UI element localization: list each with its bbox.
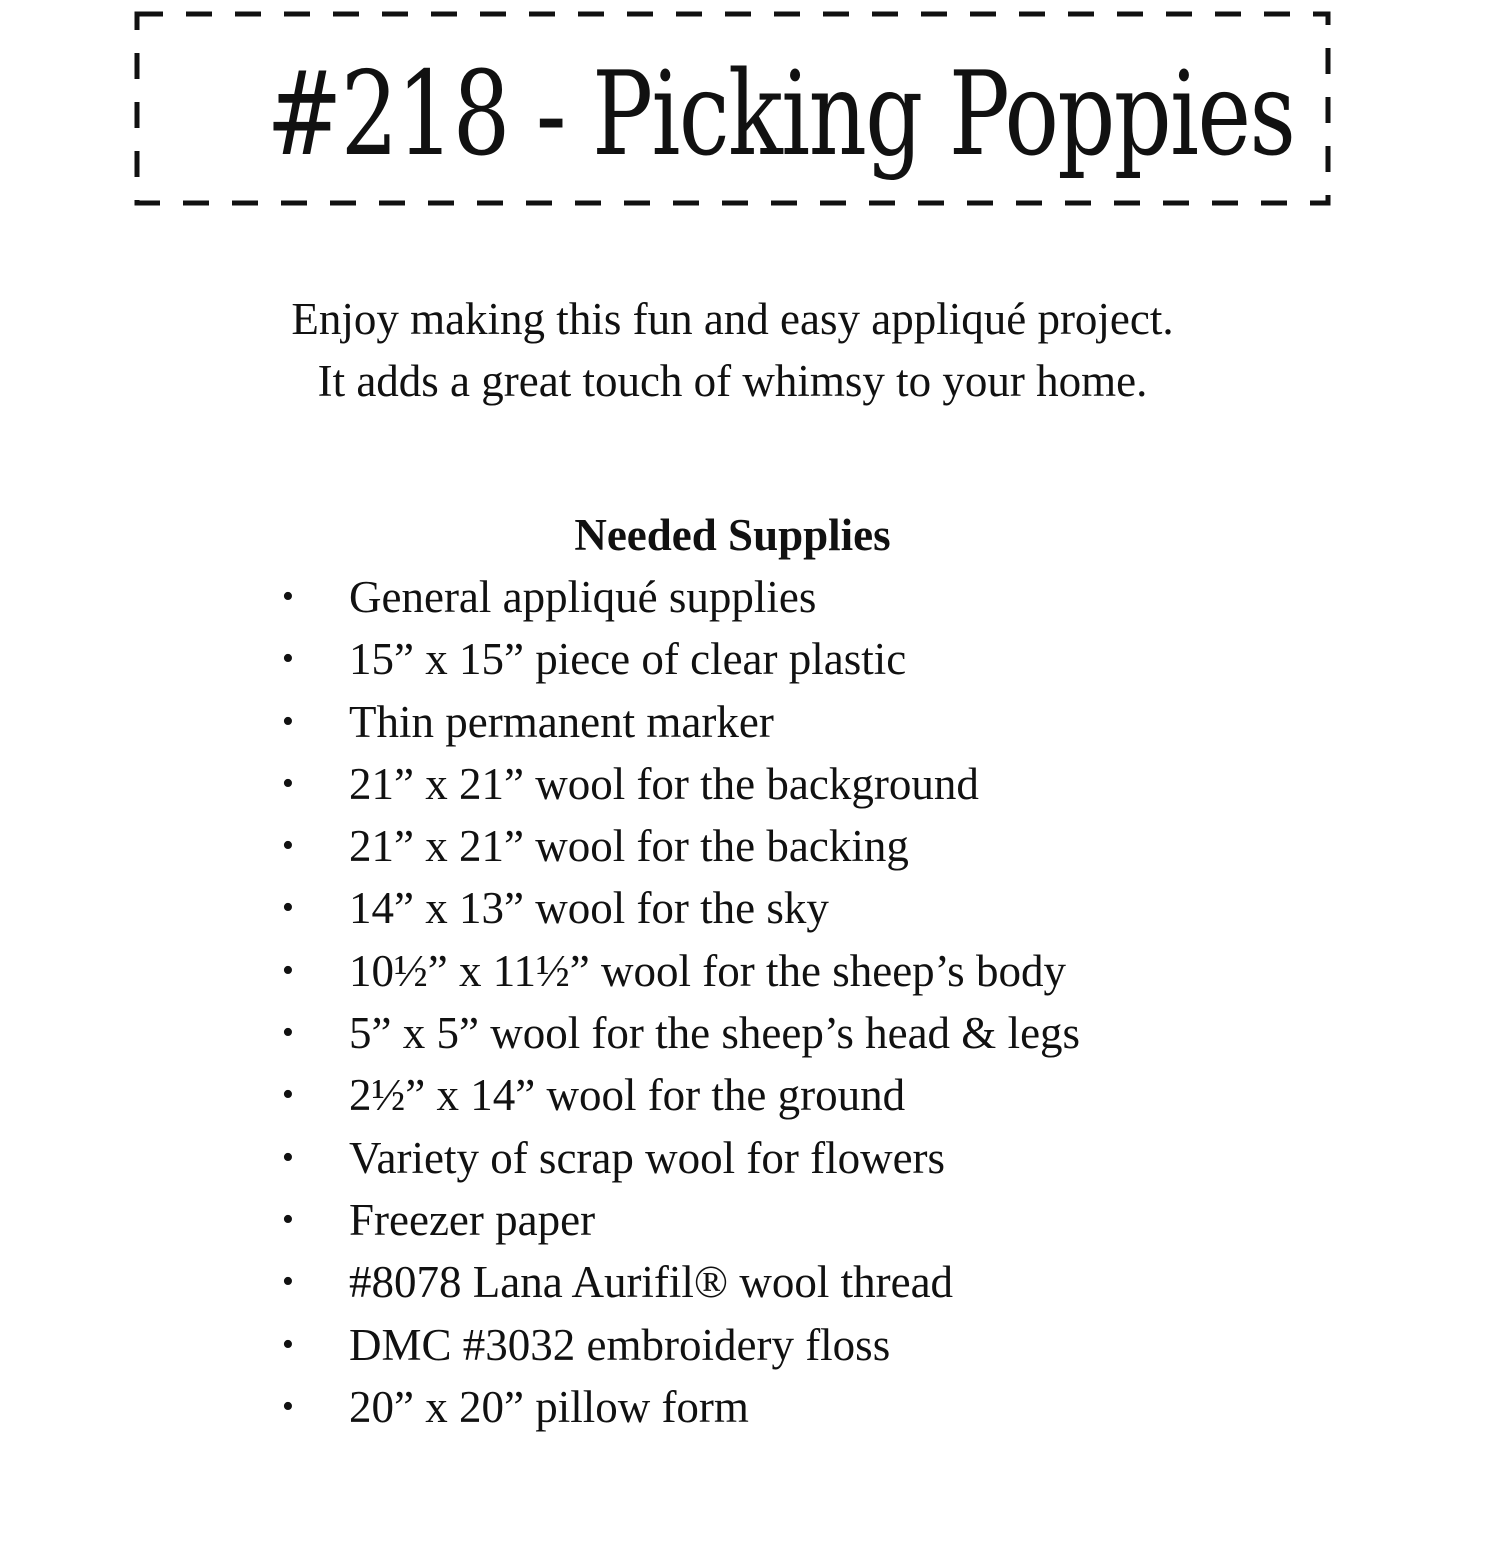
bullet: • (282, 1200, 294, 1238)
supplies-list (282, 566, 1080, 1438)
supply-text: General appliqué supplies (349, 572, 817, 622)
bullet: • (282, 1138, 294, 1176)
supply-text: Freezer paper (349, 1194, 596, 1245)
supply-text: 21” x 21” wool for the backing (349, 821, 909, 872)
bullet: • (282, 951, 294, 989)
bullet: • (282, 827, 294, 865)
list-item (282, 1002, 1080, 1064)
supply-text: 5” x 5” wool for the sheep’s head & legs (349, 1008, 1081, 1059)
supply-text: 14” x 13” wool for the sky (349, 883, 829, 934)
intro-text (0, 288, 1465, 412)
bullet: • (282, 1387, 294, 1425)
supply-text: 15” x 15” piece of clear plastic (349, 634, 907, 685)
list-item (282, 1376, 1080, 1438)
bullet: • (282, 764, 294, 802)
intro-line-2: It adds a great touch of whimsy to your home. (317, 356, 1148, 406)
list-item (282, 691, 1080, 753)
supply-text: Thin permanent marker (349, 696, 774, 747)
bullet: • (282, 889, 294, 927)
supply-text: DMC #3032 embroidery floss (349, 1319, 891, 1370)
bullet: • (282, 1325, 294, 1363)
list-item (282, 1127, 1080, 1189)
list-item (282, 566, 1080, 628)
list-item (282, 815, 1080, 877)
bullet: • (282, 1076, 294, 1114)
list-item (282, 1251, 1080, 1313)
list-item (282, 1189, 1080, 1251)
list-item (282, 628, 1080, 690)
supply-text: 10½” x 11½” wool for the sheep’s body (349, 945, 1066, 996)
bullet: • (282, 578, 294, 615)
page-title: #218 - Picking Poppies (266, 47, 1295, 182)
supply-text: Variety of scrap wool for flowers (349, 1132, 946, 1183)
intro-line-1: Enjoy making this fun and easy appliqué project. (291, 294, 1174, 344)
supply-text: 2½” x 14” wool for the ground (349, 1070, 906, 1121)
supply-text: 21” x 21” wool for the background (349, 758, 979, 809)
bullet: • (282, 640, 294, 678)
list-item (282, 753, 1080, 815)
bullet: • (282, 702, 294, 740)
list-item (282, 1064, 1080, 1126)
supplies-heading: Needed Supplies (574, 510, 891, 560)
list-item (282, 1314, 1080, 1376)
list-item (282, 940, 1080, 1002)
list-item (282, 877, 1080, 939)
bullet: • (282, 1014, 294, 1052)
bullet: • (282, 1263, 294, 1301)
supply-text: 20” x 20” pillow form (349, 1381, 749, 1432)
supply-text: #8078 Lana Aurifil® wool thread (349, 1257, 954, 1308)
